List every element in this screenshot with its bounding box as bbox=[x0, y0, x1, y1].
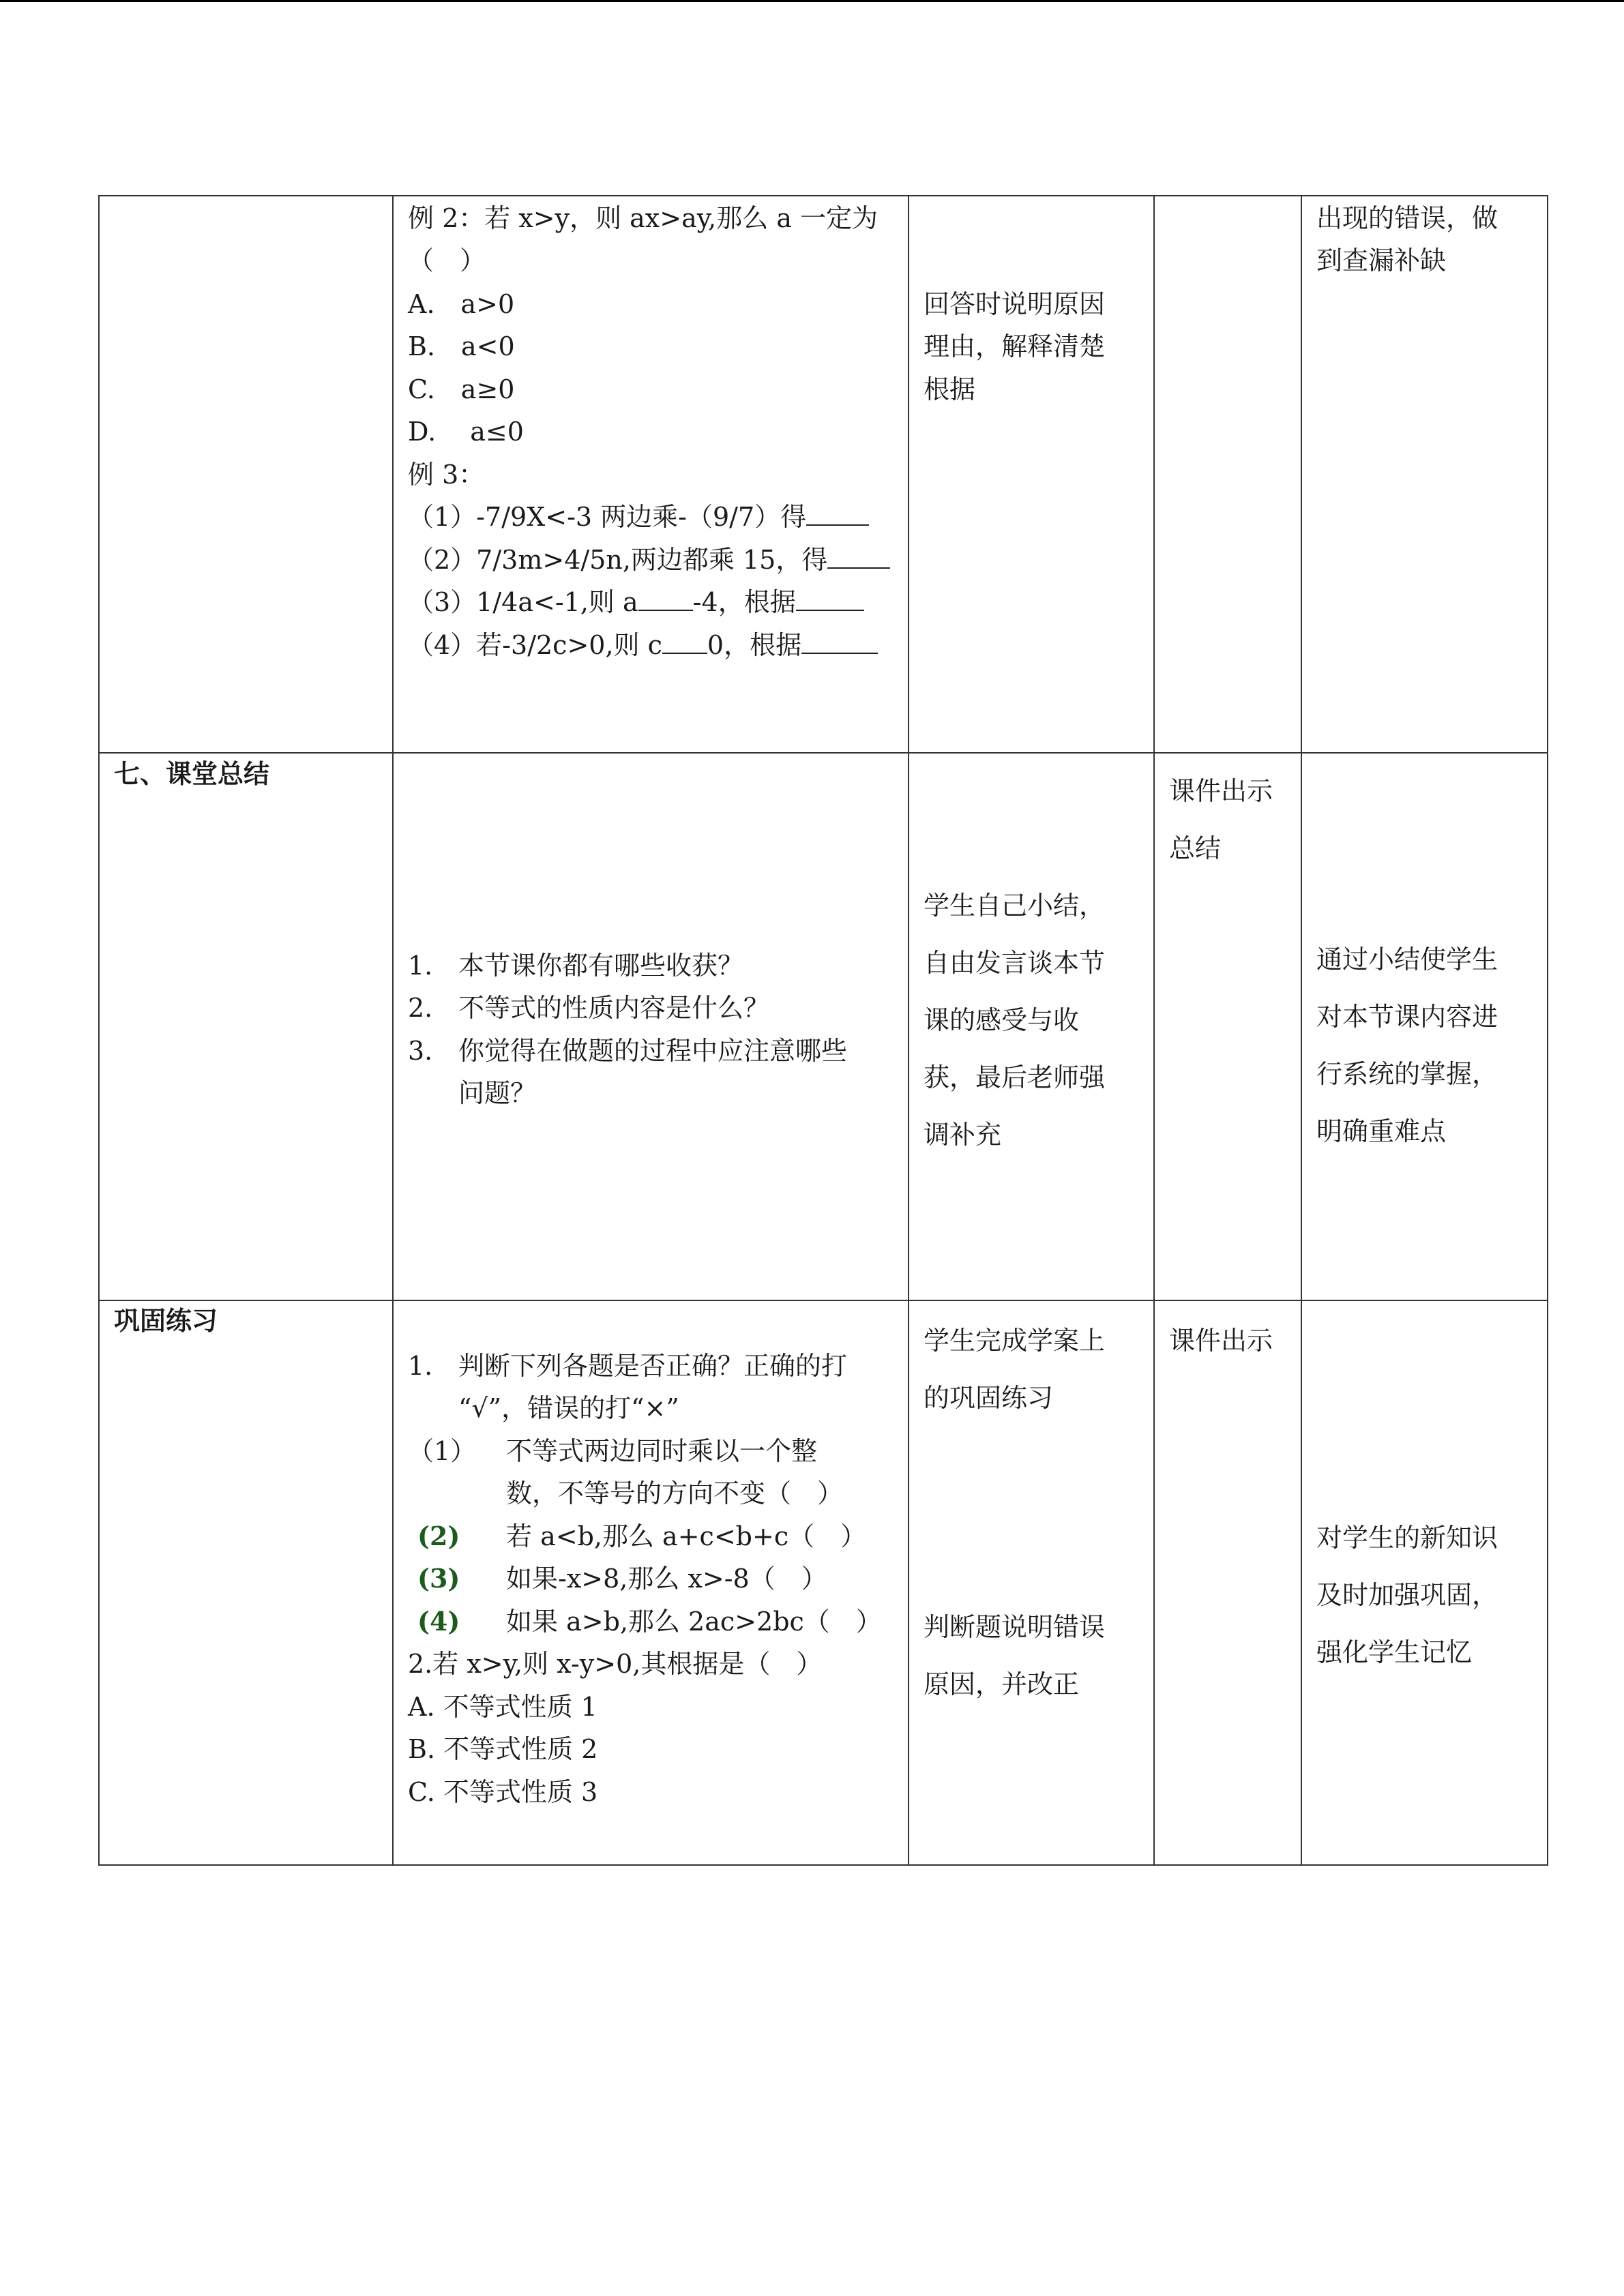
row3-intent-line-3: 强化学生记忆 bbox=[1316, 1637, 1473, 1667]
practice-item-1-text: 不等式两边同时乘以一个整 bbox=[506, 1436, 818, 1466]
row3-student-line-3: 判断题说明错误 bbox=[924, 1612, 1106, 1642]
page-top-border bbox=[0, 0, 1624, 2]
example2-option-a: A. a>0 bbox=[408, 289, 515, 319]
example2-paren: （ ） bbox=[408, 245, 486, 275]
example3-label: 例 3： bbox=[408, 460, 485, 490]
stage-title-summary: 七、课堂总结 bbox=[114, 759, 270, 789]
row2-intent-line-3: 行系统的掌握， bbox=[1316, 1059, 1498, 1089]
example3-item-3: （3）1/4a<-1,则 a -4，根据 bbox=[408, 587, 864, 617]
row2-intent-line-4: 明确重难点 bbox=[1316, 1116, 1447, 1146]
practice-q2-option-a: A. 不等式性质 1 bbox=[408, 1692, 597, 1722]
practice-item-4-text: 如果 a>b,那么 2ac>2bc（ ） bbox=[506, 1607, 882, 1637]
example2-option-d: D. a≤0 bbox=[408, 417, 524, 447]
example3-item-1: （1）-7/9X<-3 两边乘-（9/7）得 bbox=[408, 502, 869, 532]
example3-item-2: （2）7/3m>4/5n,两边都乘 15，得 bbox=[408, 545, 890, 575]
col-border-0 bbox=[98, 195, 100, 1866]
summary-question-3-text: 你觉得在做题的过程中应注意哪些 bbox=[458, 1036, 848, 1066]
example2-option-b: B. a<0 bbox=[408, 331, 515, 361]
col-border-1 bbox=[392, 195, 394, 1866]
practice-item-2-text: 若 a<b,那么 a+c<b+c（ ） bbox=[506, 1521, 867, 1551]
col-border-2 bbox=[908, 195, 909, 1866]
practice-item-3-num: (3) bbox=[417, 1563, 460, 1594]
row1-student-line-1: 回答时说明原因 bbox=[924, 289, 1106, 319]
summary-question-1-text: 本节课你都有哪些收获？ bbox=[458, 951, 744, 981]
practice-q2-option-b: B. 不等式性质 2 bbox=[408, 1734, 598, 1764]
row3-intent-line-2: 及时加强巩固， bbox=[1316, 1580, 1498, 1610]
summary-question-3-cont: 问题？ bbox=[458, 1078, 537, 1108]
row3-student-line-2: 的巩固练习 bbox=[924, 1383, 1054, 1413]
example3-item-4: （4）若-3/2c>0,则 c 0，根据 bbox=[408, 630, 878, 660]
summary-question-1: 1. bbox=[408, 951, 433, 981]
col-border-4 bbox=[1301, 195, 1302, 1866]
row2-teacher-line-2: 总结 bbox=[1169, 833, 1222, 863]
summary-question-2: 2. bbox=[408, 993, 433, 1023]
practice-q1-line-1: 判断下列各题是否正确？正确的打 bbox=[458, 1351, 848, 1381]
practice-q2-option-c: C. 不等式性质 3 bbox=[408, 1777, 598, 1807]
col-border-3 bbox=[1153, 195, 1155, 1866]
row2-student-line-1: 学生自己小结， bbox=[924, 891, 1106, 921]
row2-student-line-4: 获，最后老师强 bbox=[924, 1062, 1106, 1092]
row2-student-line-3: 课的感受与收 bbox=[924, 1005, 1080, 1035]
table-bottom-border bbox=[98, 1864, 1548, 1866]
row1-student-line-2: 理由，解释清楚 bbox=[924, 331, 1106, 361]
col-border-5 bbox=[1547, 195, 1548, 1866]
stage-title-practice: 巩固练习 bbox=[114, 1306, 218, 1336]
example2-question: 例 2：若 x>y，则 ax>ay,那么 a 一定为 bbox=[408, 203, 879, 233]
row3-teacher-line-1: 课件出示 bbox=[1169, 1326, 1273, 1356]
row-divider-2 bbox=[98, 1300, 1548, 1301]
row2-teacher-line-1: 课件出示 bbox=[1169, 776, 1273, 806]
example2-option-c: C. a≥0 bbox=[408, 374, 515, 404]
row3-student-line-1: 学生完成学案上 bbox=[924, 1326, 1106, 1356]
row3-student-line-4: 原因，并改正 bbox=[924, 1669, 1080, 1699]
practice-q2: 2.若 x>y,则 x-y>0,其根据是（ ） bbox=[408, 1649, 823, 1679]
table-top-border bbox=[98, 195, 1548, 196]
practice-q1-line-2: “√”，错误的打“×” bbox=[458, 1393, 679, 1423]
row2-intent-line-1: 通过小结使学生 bbox=[1316, 944, 1498, 974]
practice-item-3-text: 如果-x>8,那么 x>-8（ ） bbox=[506, 1564, 827, 1594]
practice-item-4-num: (4) bbox=[417, 1606, 460, 1637]
summary-question-3: 3. bbox=[408, 1036, 433, 1066]
row2-student-line-5: 调补充 bbox=[924, 1120, 1002, 1150]
practice-item-2-num: (2) bbox=[417, 1521, 460, 1551]
practice-q1-num: 1. bbox=[408, 1351, 433, 1381]
row2-intent-line-2: 对本节课内容进 bbox=[1316, 1002, 1498, 1032]
practice-item-1-cont: 数，不等号的方向不变（ ） bbox=[506, 1478, 844, 1508]
row1-intent-line-1: 出现的错误，做 bbox=[1316, 203, 1498, 233]
row1-intent-line-2: 到查漏补缺 bbox=[1316, 245, 1447, 275]
row3-intent-line-1: 对学生的新知识 bbox=[1316, 1523, 1498, 1553]
row-divider-1 bbox=[98, 752, 1548, 754]
practice-item-1-num: （1） bbox=[408, 1436, 477, 1466]
row1-student-line-3: 根据 bbox=[924, 374, 976, 404]
summary-question-2-text: 不等式的性质内容是什么？ bbox=[458, 993, 770, 1023]
row2-student-line-2: 自由发言谈本节 bbox=[924, 948, 1106, 978]
